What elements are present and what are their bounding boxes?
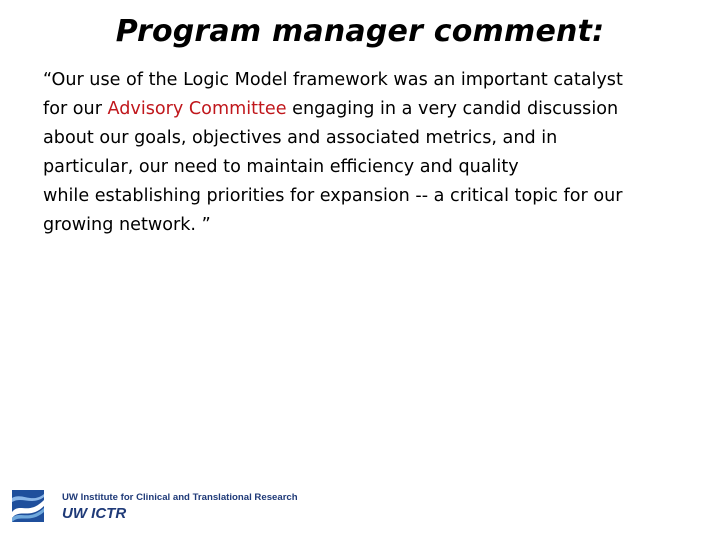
wave-logo-icon	[12, 490, 44, 522]
quote-line	[43, 182, 703, 211]
quote-text-segment: growing network. ”	[43, 215, 211, 235]
institute-name: UW Institute for Clinical and Translational Research	[62, 492, 298, 503]
quote-text-segment: “Our use of the Logic Model framework was an important catalyst	[43, 70, 623, 90]
quote-line	[43, 95, 703, 124]
quote-text	[43, 66, 703, 240]
slide-title: Program manager comment:	[115, 14, 605, 49]
quote-text-segment: while establishing priorities for expansion -- a critical topic for our	[43, 186, 623, 206]
quote-text-segment: engaging in a very candid discussion	[286, 99, 619, 119]
quote-line	[43, 66, 703, 95]
highlighted-phrase: Advisory Committee	[107, 99, 287, 119]
quote-line	[43, 153, 703, 182]
quote-text-segment: particular, our need to maintain efficiency and quality	[43, 157, 519, 177]
quote-text-segment: about our goals, objectives and associated metrics, and in	[43, 128, 558, 148]
quote-line	[43, 124, 703, 153]
uw-ictr-logo	[12, 490, 298, 526]
quote-text-segment: for our	[43, 99, 108, 119]
institute-abbreviation: UW ICTR	[62, 505, 127, 522]
quote-line	[43, 211, 703, 240]
